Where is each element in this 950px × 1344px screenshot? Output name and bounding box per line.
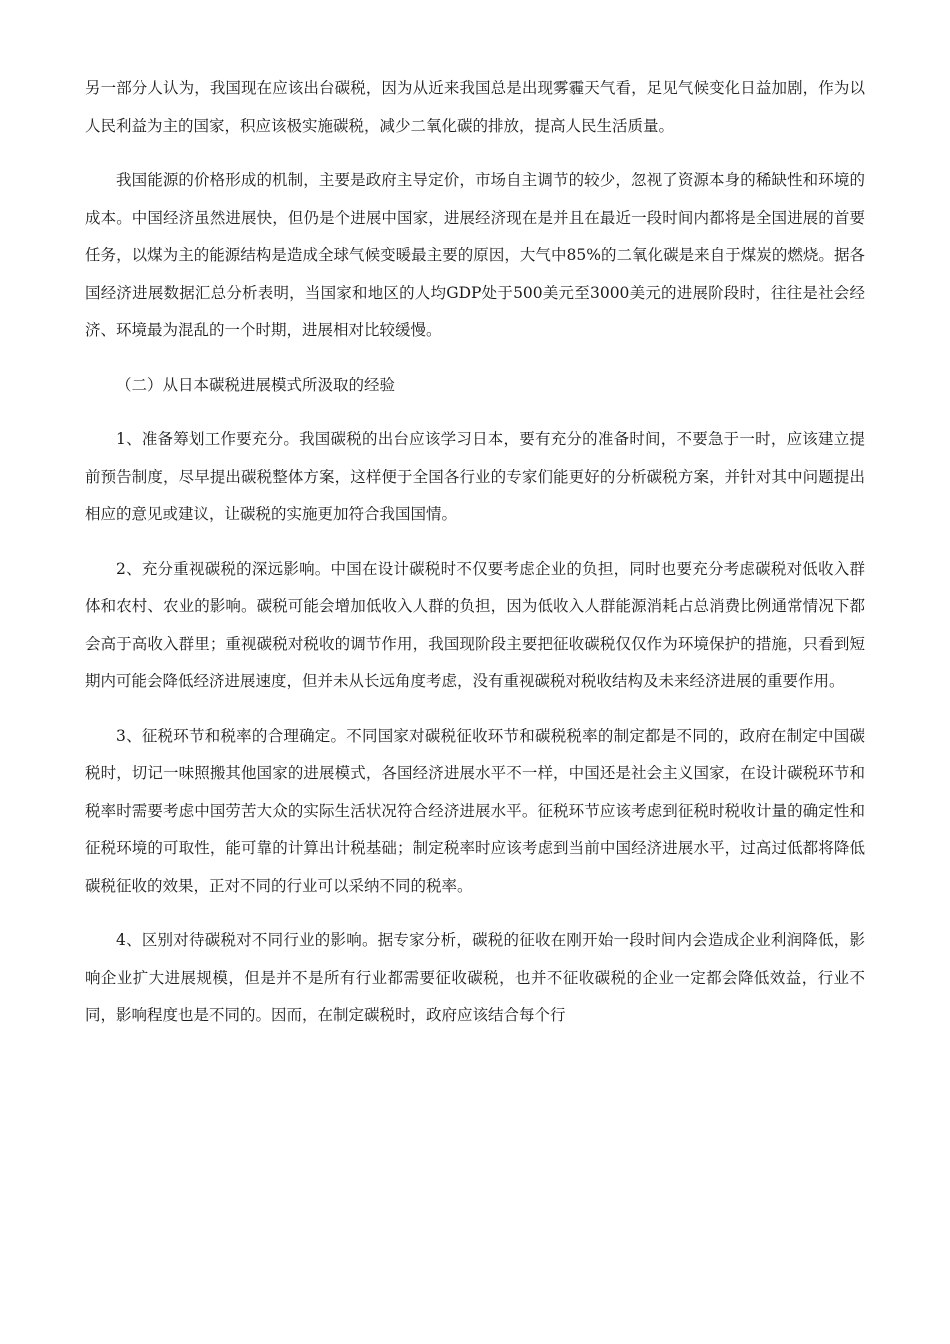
list-item-tax-rate: 3、征税环节和税率的合理确定。不同国家对碳税征收环节和碳税税率的制定都是不同的，政府在制定中国碳税时，切记一味照搬其他国家的进展模式，各国经济进展水平不一样，中国还是社会主义国家，在设计碳税环节和税率时需要考虑中国劳苦大众的实际生活状况符合经济进展水平。征税环节应该考虑到征税时税收计量的确定性和征税环境的可取性，能可靠的计算出计税基础；制定税率时应该考虑到当前中国经济进展水平，过高过低都将降低碳税征收的效果，正对不同的行业可以采纳不同的税率。 — [85, 726, 865, 895]
list-item-industries: 4、区别对待碳税对不同行业的影响。据专家分析，碳税的征收在刚开始一段时间内会造成企业利润降低，影响企业扩大进展规模，但是并不是所有行业都需要征收碳税，也并不征收碳税的企业一定都会降低效益，行业不同，影响程度也是不同的。因而，在制定碳税时，政府应该结合每个行 — [85, 931, 865, 1024]
paragraph-opinion: 另一部分人认为，我国现在应该出台碳税，因为从近来我国总是出现雾霾天气看，足见气候变化日益加剧，作为以人民利益为主的国家，积应该极实施碳税，减少二氧化碳的排放，提高人民生活质量。 — [85, 79, 865, 135]
paragraph-energy-pricing: 我国能源的价格形成的机制，主要是政府主导定价，市场自主调节的较少，忽视了资源本身的稀缺性和环境的成本。中国经济虽然进展快，但仍是个进展中国家，进展经济现在是并且在最近一段时间内都将是全国进展的首要任务，以煤为主的能源结构是造成全球气候变暖最主要的原因，大气中85%的二氧化碳是来自于煤炭的燃烧。据各国经济进展数据汇总分析表明，当国家和地区的人均GDP处于500美元至3000美元的进展阶段时，往往是社会经济、环境最为混乱的一个时期，进展相对比较缓慢。 — [85, 171, 865, 339]
list-item-preparation: 1、准备筹划工作要充分。我国碳税的出台应该学习日本，要有充分的准备时间，不要急于一时，应该建立提前预告制度，尽早提出碳税整体方案，这样便于全国各行业的专家们能更好的分析碳税方案，并针对其中问题提出相应的意见或建议，让碳税的实施更加符合我国国情。 — [85, 430, 865, 523]
document-page — [85, 70, 865, 1052]
list-item-impact: 2、充分重视碳税的深远影响。中国在设计碳税时不仅要考虑企业的负担，同时也要充分考虑碳税对低收入群体和农村、农业的影响。碳税可能会增加低收入人群的负担，因为低收入人群能源消耗占总消费比例通常情况下都会高于高收入群里；重视碳税对税收的调节作用，我国现阶段主要把征收碳税仅仅作为环境保护的措施，只看到短期内可能会降低经济进展速度，但并未从长远角度考虑，没有重视碳税对税收结构及未来经济进展的重要作用。 — [85, 559, 865, 690]
section-subheading: （二）从日本碳税进展模式所汲取的经验 — [116, 375, 396, 394]
